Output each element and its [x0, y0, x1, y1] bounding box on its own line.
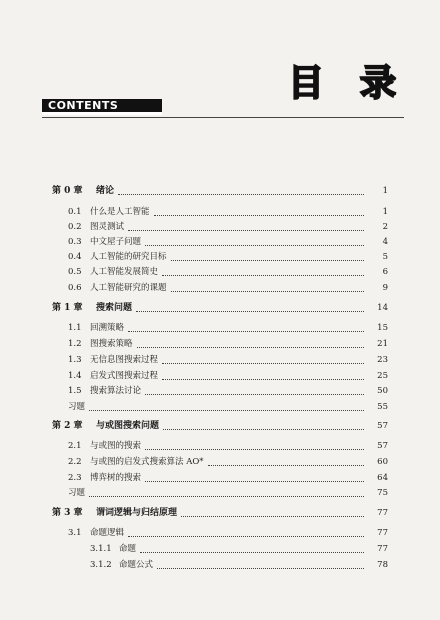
- toc-chapter-row[interactable]: [0, 418, 440, 434]
- toc-entry-number: 0.5: [68, 267, 82, 277]
- toc-entry-number: 0.4: [68, 252, 82, 262]
- toc-leader-dots: [162, 275, 364, 276]
- toc-page-number: 57: [377, 441, 388, 451]
- toc-entry-number: 3.1.2: [90, 560, 112, 570]
- toc-leader-dots: [89, 410, 364, 411]
- toc-entry-number: 第 0 章: [52, 186, 83, 196]
- toc-page-number: 1: [382, 186, 388, 196]
- contents-label: CONTENTS: [48, 99, 119, 112]
- toc-page-number: 1: [382, 207, 388, 217]
- toc-entry-number: 2.2: [68, 457, 82, 467]
- toc-entry-row[interactable]: [0, 383, 440, 399]
- toc-entry-row[interactable]: [0, 454, 440, 470]
- toc-page-number: 78: [377, 560, 388, 570]
- toc-entry-number: 2.3: [68, 473, 82, 483]
- toc-entry-title: 人工智能研究的课题: [90, 283, 167, 293]
- toc-page-number: 15: [377, 323, 388, 333]
- contents-banner: [42, 99, 162, 115]
- toc-page-number: 14: [377, 303, 388, 313]
- toc-entry-title: 绪论: [96, 186, 115, 196]
- toc-entry-title: 命题逻辑: [90, 528, 125, 538]
- toc-page-number: 9: [382, 283, 388, 293]
- toc-entry-row[interactable]: [0, 320, 440, 336]
- toc-entry-title: 与或图的启发式搜索算法 AO*: [90, 457, 204, 467]
- toc-entry-number: 1.2: [68, 339, 82, 349]
- toc-leader-dots: [128, 230, 364, 231]
- toc-leader-dots: [128, 331, 364, 332]
- toc-entry-title: 搜索问题: [96, 303, 133, 313]
- toc-entry-row[interactable]: [0, 336, 440, 352]
- toc-entry-row[interactable]: [0, 557, 440, 573]
- toc-exercise-row[interactable]: [0, 399, 440, 415]
- toc-leader-dots: [137, 347, 364, 348]
- toc-page-number: 2: [382, 222, 388, 232]
- header-divider: [42, 117, 404, 118]
- toc-leader-dots: [145, 449, 364, 450]
- toc-exercise-row[interactable]: [0, 485, 440, 501]
- toc-entry-row[interactable]: [0, 438, 440, 454]
- toc-entry-number: 1.1: [68, 323, 82, 333]
- toc-page-number: 64: [377, 473, 388, 483]
- toc-entry-title: 习题: [68, 488, 86, 498]
- toc-leader-dots: [118, 194, 364, 195]
- toc-entry-number: 1.3: [68, 355, 82, 365]
- toc-leader-dots: [145, 481, 364, 482]
- toc-leader-dots: [140, 552, 364, 553]
- toc-leader-dots: [162, 379, 364, 380]
- toc-entry-number: 第 1 章: [52, 303, 83, 313]
- toc-entry-row[interactable]: [0, 525, 440, 541]
- toc-leader-dots: [162, 363, 364, 364]
- toc-entry-number: 第 2 章: [52, 421, 83, 431]
- toc-entry-number: 1.5: [68, 386, 82, 396]
- toc-entry-row[interactable]: [0, 264, 440, 280]
- toc-page-number: 77: [377, 508, 388, 518]
- toc-entry-number: 2.1: [68, 441, 82, 451]
- toc-leader-dots: [128, 536, 364, 537]
- toc-leader-dots: [145, 394, 364, 395]
- toc-entry-row[interactable]: [0, 234, 440, 250]
- toc-leader-dots: [163, 429, 364, 430]
- toc-leader-dots: [208, 465, 364, 466]
- toc-leader-dots: [145, 245, 364, 246]
- toc-entry-title: 图灵测试: [90, 222, 125, 232]
- toc-entry-title: 无信息图搜索过程: [90, 355, 159, 365]
- toc-entry-number: 3.1.1: [90, 544, 112, 554]
- page-title-char: 目: [287, 63, 326, 104]
- toc-entry-title: 中文屋子问题: [90, 237, 142, 247]
- toc-entry-number: 0.3: [68, 237, 82, 247]
- page-title: [288, 64, 398, 104]
- toc-entry-row[interactable]: [0, 280, 440, 296]
- toc-entry-title: 回溯策略: [90, 323, 125, 333]
- toc-entry-title: 什么是人工智能: [90, 207, 150, 217]
- toc-page-number: 77: [377, 528, 388, 538]
- toc-entry-number: 0.6: [68, 283, 82, 293]
- toc-page-number: 25: [377, 371, 388, 381]
- toc-entry-row[interactable]: [0, 470, 440, 486]
- toc-page-number: 21: [377, 339, 388, 349]
- toc-entry-title: 人工智能发展简史: [90, 267, 159, 277]
- toc-leader-dots: [171, 260, 364, 261]
- toc-entry-title: 博弈树的搜索: [90, 473, 142, 483]
- toc-page-number: 6: [382, 267, 388, 277]
- toc-page-number: 4: [382, 237, 388, 247]
- toc-entry-title: 人工智能的研究目标: [90, 252, 167, 262]
- toc-entry-title: 与或图的搜索: [90, 441, 142, 451]
- toc-page-number: 60: [377, 457, 388, 467]
- toc-entry-title: 与或图搜索问题: [96, 421, 160, 431]
- toc-page-number: 55: [377, 402, 388, 412]
- toc-entry-number: 第 3 章: [52, 508, 83, 518]
- toc-leader-dots: [154, 215, 364, 216]
- toc-entry-title: 图搜索策略: [90, 339, 133, 349]
- toc-entry-row[interactable]: [0, 204, 440, 220]
- toc-leader-dots: [89, 496, 364, 497]
- toc-entry-row[interactable]: [0, 368, 440, 384]
- toc-entry-row[interactable]: [0, 249, 440, 265]
- toc-chapter-row[interactable]: [0, 183, 440, 199]
- toc-entry-number: 1.4: [68, 371, 82, 381]
- toc-page-number: 77: [377, 544, 388, 554]
- toc-entry-title: 习题: [68, 402, 86, 412]
- toc-entry-title: 启发式图搜索过程: [90, 371, 159, 381]
- toc-leader-dots: [157, 568, 364, 569]
- toc-leader-dots: [171, 291, 364, 292]
- toc-entry-title: 命题公式: [119, 560, 154, 570]
- toc-entry-title: 命题: [119, 544, 137, 554]
- toc-page-number: 57: [377, 421, 388, 431]
- toc-entry-number: 3.1: [68, 528, 82, 538]
- page-title-char: 录: [359, 63, 398, 104]
- toc-entry-row[interactable]: [0, 219, 440, 235]
- toc-chapter-row[interactable]: [0, 505, 440, 521]
- toc-page-number: 50: [377, 386, 388, 396]
- toc-entry-title: 谓词逻辑与归结原理: [96, 508, 178, 518]
- toc-page-number: 23: [377, 355, 388, 365]
- toc-entry-number: 0.1: [68, 207, 82, 217]
- toc-leader-dots: [181, 516, 364, 517]
- toc-entry-title: 搜索算法讨论: [90, 386, 142, 396]
- toc-page-number: 75: [377, 488, 388, 498]
- toc-leader-dots: [136, 311, 364, 312]
- toc-entry-row[interactable]: [0, 541, 440, 557]
- toc-page-number: 5: [382, 252, 388, 262]
- toc-chapter-row[interactable]: [0, 300, 440, 316]
- toc-entry-row[interactable]: [0, 352, 440, 368]
- toc-entry-number: 0.2: [68, 222, 82, 232]
